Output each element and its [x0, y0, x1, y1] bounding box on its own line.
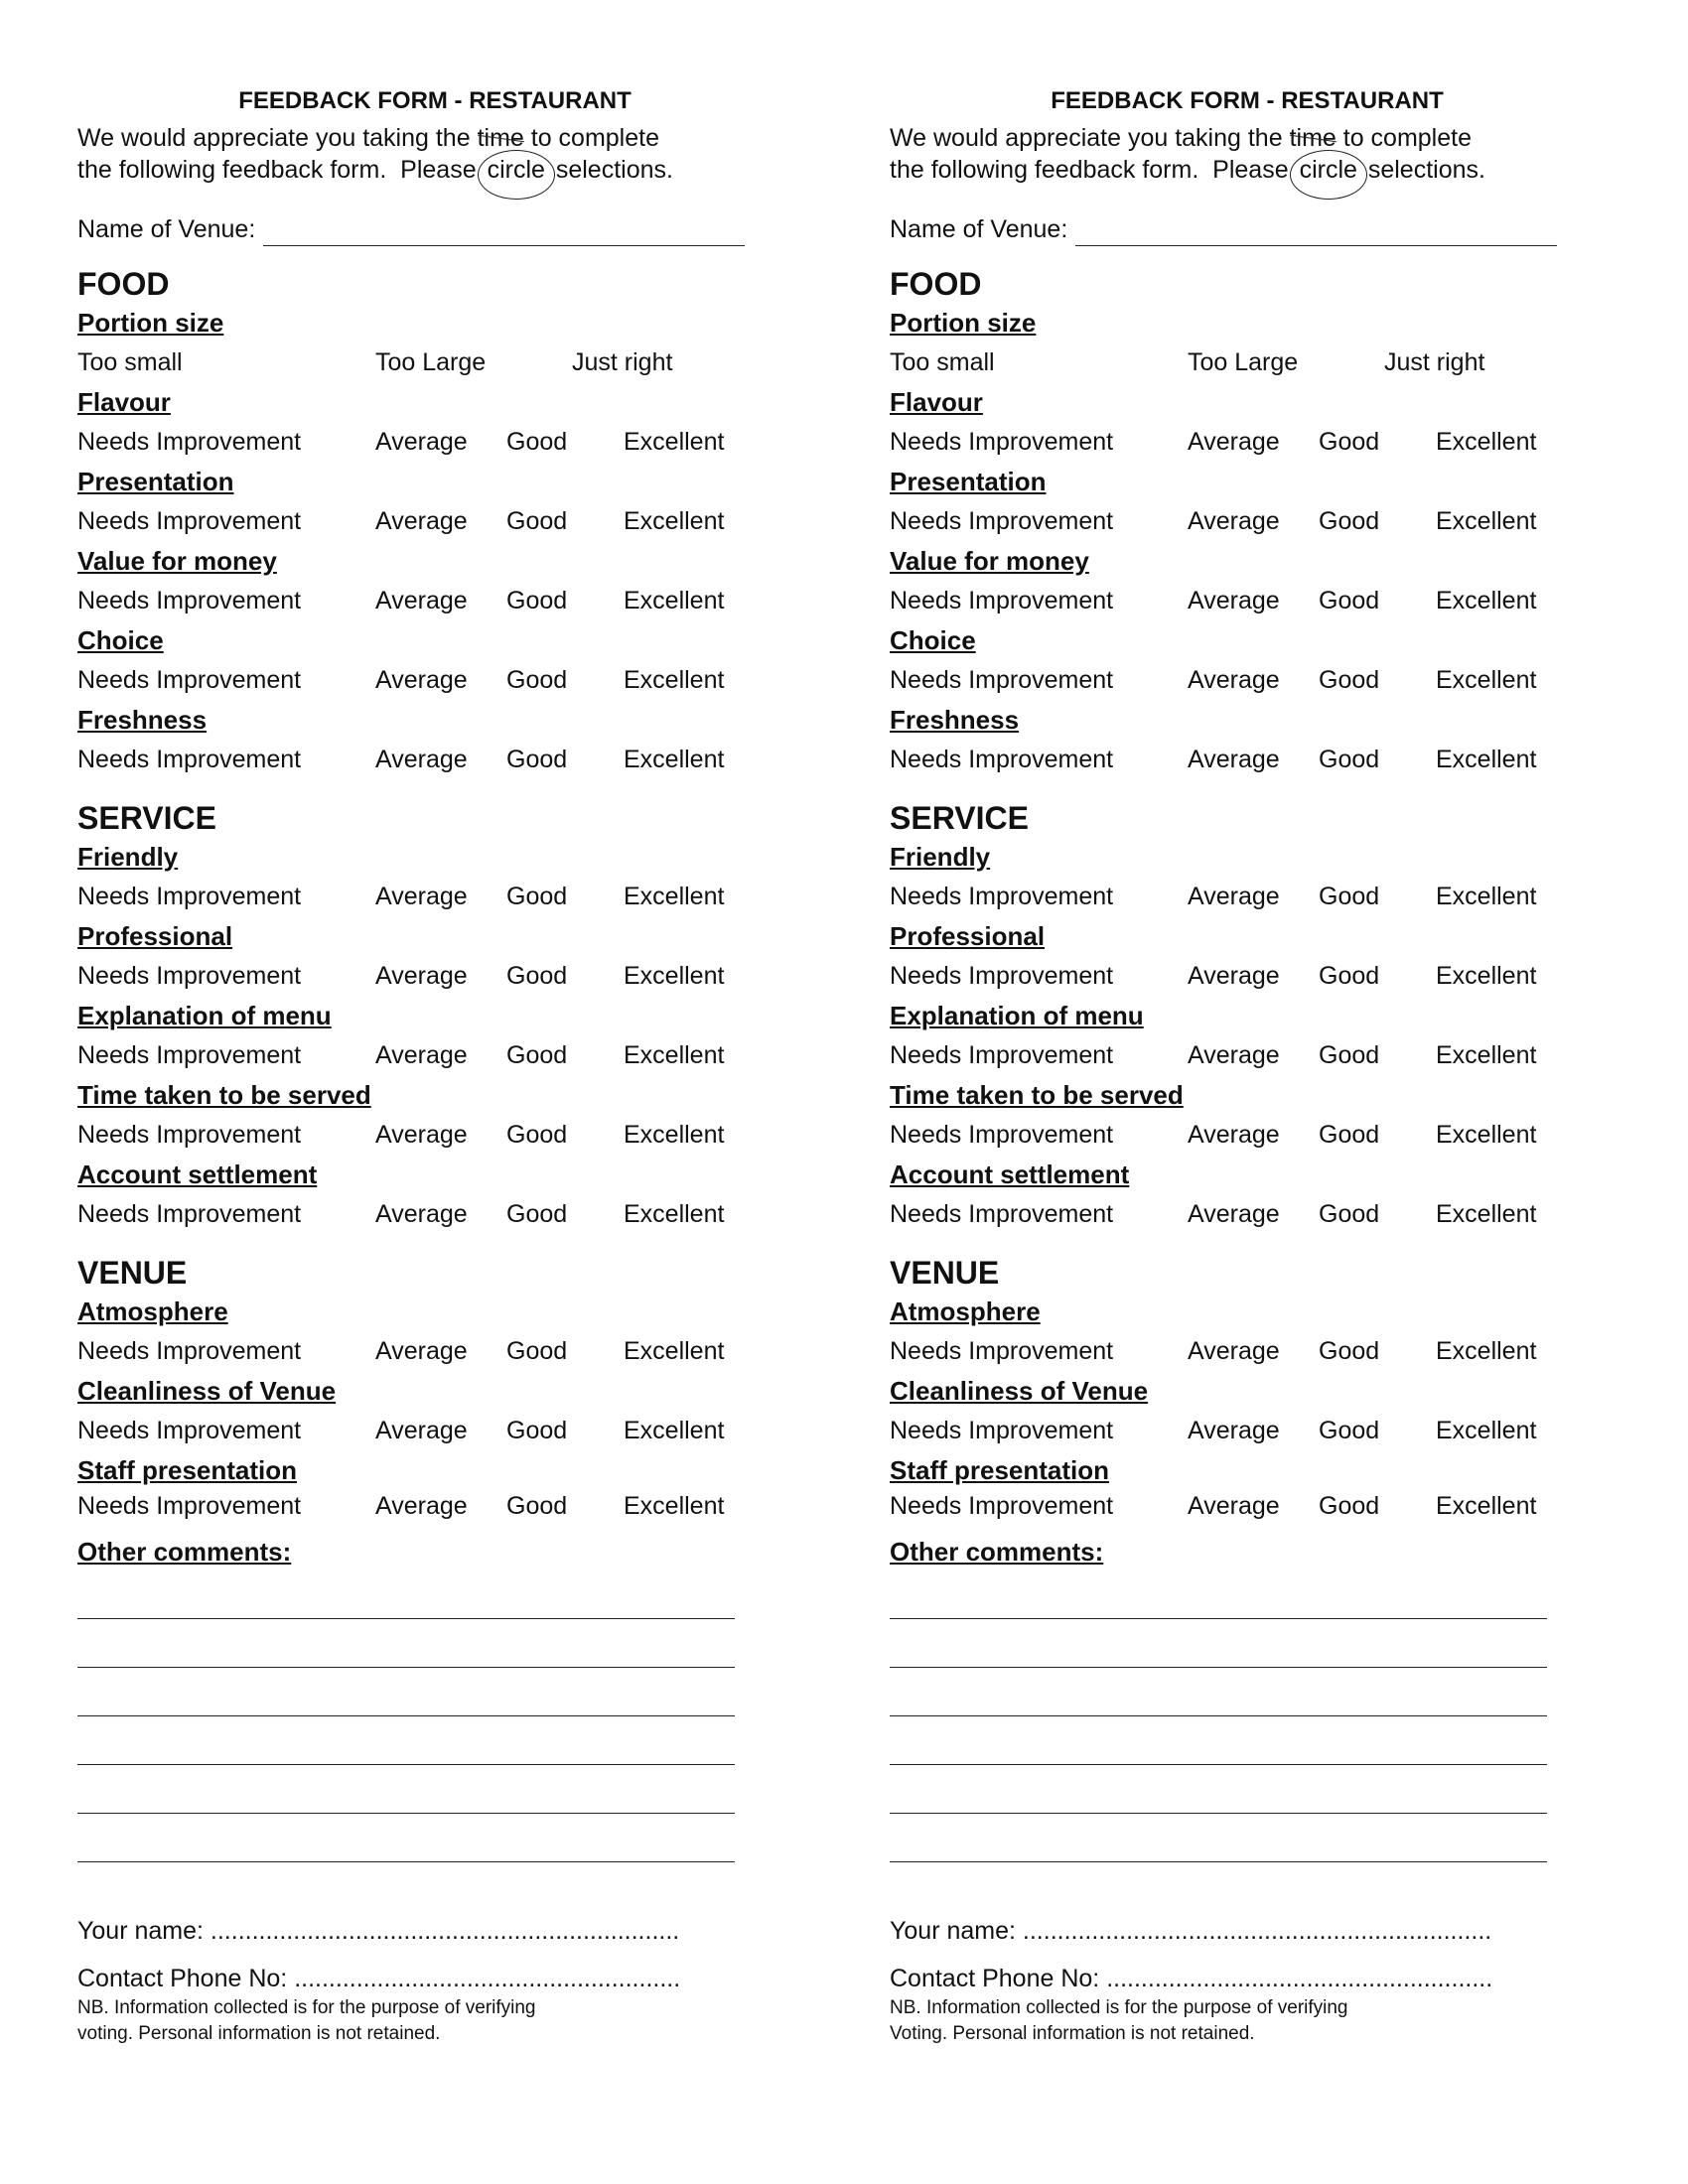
- option-average[interactable]: Average: [1188, 1199, 1280, 1228]
- rating-options: [77, 955, 792, 997]
- option-needs-improvement[interactable]: Needs Improvement: [77, 1336, 302, 1365]
- comment-line[interactable]: [77, 1765, 735, 1814]
- option-excellent[interactable]: Excellent: [624, 427, 725, 456]
- option-excellent[interactable]: Excellent: [624, 1040, 725, 1069]
- question-account-settlement: Account settlement: [890, 1159, 1130, 1189]
- option-average[interactable]: Average: [1188, 506, 1280, 535]
- option-good[interactable]: Good: [506, 586, 568, 614]
- your-name-field[interactable]: [890, 1914, 1605, 1948]
- option-excellent[interactable]: Excellent: [1436, 1120, 1537, 1149]
- option-needs-improvement[interactable]: Needs Improvement: [77, 882, 302, 910]
- option-needs-improvement[interactable]: Needs Improvement: [77, 665, 302, 694]
- option-excellent[interactable]: Excellent: [624, 1199, 725, 1228]
- rating-options: [77, 500, 792, 542]
- option-excellent[interactable]: Excellent: [624, 586, 725, 614]
- option-needs-improvement[interactable]: Needs Improvement: [77, 586, 302, 614]
- option-good[interactable]: Good: [1319, 665, 1380, 694]
- option-needs-improvement[interactable]: Needs Improvement: [890, 1416, 1114, 1444]
- option-good[interactable]: Good: [506, 961, 568, 990]
- comment-line[interactable]: [77, 1814, 735, 1862]
- option-good[interactable]: Good: [1319, 1040, 1380, 1069]
- your-name-field[interactable]: [77, 1914, 792, 1948]
- option-good[interactable]: Good: [1319, 745, 1380, 773]
- option-needs-improvement[interactable]: Needs Improvement: [890, 1199, 1114, 1228]
- question-value-for-money: Value for money: [77, 545, 277, 576]
- intro-text: to complete: [1336, 124, 1472, 153]
- option-average[interactable]: Average: [1188, 427, 1280, 456]
- question-freshness: Freshness: [77, 704, 208, 735]
- question-presentation: Presentation: [890, 466, 1047, 496]
- section-service: SERVICE: [890, 799, 1029, 836]
- comment-line[interactable]: [890, 1668, 1547, 1716]
- question-professional: Professional: [77, 920, 233, 951]
- option-average[interactable]: Average: [375, 882, 468, 910]
- option-average[interactable]: Average: [375, 506, 468, 535]
- option-good[interactable]: Good: [506, 1120, 568, 1149]
- option-excellent[interactable]: Excellent: [624, 961, 725, 990]
- phone-dots[interactable]: ........................................................: [1106, 1964, 1493, 1992]
- venue-name-field[interactable]: [890, 213, 1557, 246]
- option-excellent[interactable]: Excellent: [1436, 427, 1537, 456]
- option-good[interactable]: Good: [1319, 586, 1380, 614]
- phone-field[interactable]: [77, 1962, 792, 1995]
- form-intro: [77, 122, 753, 186]
- your-name-dots[interactable]: ....................................................................: [1022, 1916, 1492, 1945]
- rating-options: [890, 955, 1605, 997]
- rating-options: [890, 500, 1605, 542]
- option-average[interactable]: Average: [375, 586, 468, 614]
- feedback-form-right: [890, 85, 1605, 2047]
- question-time-taken: Time taken to be served: [890, 1079, 1184, 1110]
- circled-word: circle: [1296, 154, 1361, 186]
- option-average[interactable]: Average: [375, 665, 468, 694]
- comment-line[interactable]: [77, 1668, 735, 1716]
- option-too-large[interactable]: Too Large: [1188, 347, 1299, 376]
- phone-label: Contact Phone No:: [77, 1964, 288, 1992]
- option-average[interactable]: Average: [1188, 1120, 1280, 1149]
- venue-name-blank[interactable]: [263, 221, 745, 246]
- option-good[interactable]: Good: [506, 1040, 568, 1069]
- option-needs-improvement[interactable]: Needs Improvement: [890, 427, 1114, 456]
- question-friendly: Friendly: [890, 841, 991, 872]
- option-good[interactable]: Good: [1319, 1199, 1380, 1228]
- portion-options: [77, 341, 792, 383]
- question-portion-size: Portion size: [890, 307, 1037, 338]
- option-good[interactable]: Good: [506, 1416, 568, 1444]
- intro-text: the following feedback form. Please: [890, 156, 1296, 185]
- question-freshness: Freshness: [890, 704, 1020, 735]
- option-needs-improvement[interactable]: Needs Improvement: [890, 506, 1114, 535]
- option-average[interactable]: Average: [1188, 586, 1280, 614]
- option-excellent[interactable]: Excellent: [1436, 665, 1537, 694]
- feedback-form-left: [77, 85, 792, 2047]
- option-needs-improvement[interactable]: Needs Improvement: [890, 745, 1114, 773]
- note-line: Voting. Personal information is not retained.: [890, 2022, 1255, 2044]
- option-average[interactable]: Average: [1188, 1336, 1280, 1365]
- note-line: voting. Personal information is not retained.: [77, 2022, 441, 2044]
- option-needs-improvement[interactable]: Needs Improvement: [77, 1120, 302, 1149]
- option-needs-improvement[interactable]: Needs Improvement: [77, 961, 302, 990]
- rating-options: [890, 1330, 1605, 1372]
- option-excellent[interactable]: Excellent: [624, 745, 725, 773]
- option-average[interactable]: Average: [375, 1120, 468, 1149]
- option-good[interactable]: Good: [1319, 1491, 1380, 1520]
- comment-line[interactable]: [890, 1814, 1547, 1862]
- form-title: FEEDBACK FORM - RESTAURANT: [1051, 87, 1444, 114]
- question-choice: Choice: [890, 624, 976, 655]
- option-average[interactable]: Average: [375, 1416, 468, 1444]
- option-average[interactable]: Average: [375, 1199, 468, 1228]
- comments-area[interactable]: [890, 1570, 1605, 1862]
- option-excellent[interactable]: Excellent: [1436, 882, 1537, 910]
- question-atmosphere: Atmosphere: [890, 1296, 1041, 1326]
- comment-line[interactable]: [890, 1765, 1547, 1814]
- option-average[interactable]: Average: [1188, 961, 1280, 990]
- option-average[interactable]: Average: [375, 745, 468, 773]
- comments-label: Other comments:: [890, 1536, 1104, 1567]
- comment-line[interactable]: [77, 1619, 735, 1668]
- option-excellent[interactable]: Excellent: [624, 1336, 725, 1365]
- question-flavour: Flavour: [890, 386, 983, 417]
- option-good[interactable]: Good: [506, 506, 568, 535]
- option-good[interactable]: Good: [506, 745, 568, 773]
- option-too-large[interactable]: Too Large: [375, 347, 487, 376]
- section-venue: VENUE: [77, 1254, 188, 1291]
- option-good[interactable]: Good: [1319, 961, 1380, 990]
- question-cleanliness: Cleanliness of Venue: [77, 1375, 337, 1406]
- circled-word: circle: [484, 154, 549, 186]
- comment-line[interactable]: [77, 1570, 735, 1619]
- option-average[interactable]: Average: [1188, 1491, 1280, 1520]
- comment-line[interactable]: [890, 1619, 1547, 1668]
- section-food: FOOD: [890, 265, 982, 302]
- form-title: FEEDBACK FORM - RESTAURANT: [238, 87, 632, 114]
- option-excellent[interactable]: Excellent: [1436, 961, 1537, 990]
- comment-line[interactable]: [890, 1570, 1547, 1619]
- option-excellent[interactable]: Excellent: [1436, 1040, 1537, 1069]
- struck-word: time: [1289, 124, 1336, 153]
- your-name-dots[interactable]: ....................................................................: [210, 1916, 680, 1945]
- privacy-note: [890, 1995, 1446, 2047]
- rating-options: [77, 876, 792, 917]
- option-average[interactable]: Average: [375, 961, 468, 990]
- question-professional: Professional: [890, 920, 1046, 951]
- venue-name-label: Name of Venue:: [77, 215, 256, 244]
- option-excellent[interactable]: Excellent: [624, 882, 725, 910]
- intro-text: the following feedback form. Please: [77, 156, 484, 185]
- option-good[interactable]: Good: [506, 1491, 568, 1520]
- option-needs-improvement[interactable]: Needs Improvement: [890, 586, 1114, 614]
- option-good[interactable]: Good: [1319, 1336, 1380, 1365]
- venue-name-blank[interactable]: [1075, 221, 1557, 246]
- option-needs-improvement[interactable]: Needs Improvement: [77, 1416, 302, 1444]
- rating-options: [890, 421, 1605, 463]
- question-flavour: Flavour: [77, 386, 171, 417]
- rating-options: [77, 1034, 792, 1076]
- rating-options: [890, 1114, 1605, 1156]
- option-good[interactable]: Good: [1319, 506, 1380, 535]
- rating-options: [890, 739, 1605, 780]
- question-account-settlement: Account settlement: [77, 1159, 318, 1189]
- option-good[interactable]: Good: [506, 1336, 568, 1365]
- option-excellent[interactable]: Excellent: [1436, 1491, 1537, 1520]
- option-needs-improvement[interactable]: Needs Improvement: [890, 1336, 1114, 1365]
- rating-options: [77, 421, 792, 463]
- phone-label: Contact Phone No:: [890, 1964, 1100, 1992]
- rating-options: [77, 659, 792, 701]
- option-good[interactable]: Good: [1319, 882, 1380, 910]
- venue-name-label: Name of Venue:: [890, 215, 1068, 244]
- section-service: SERVICE: [77, 799, 216, 836]
- form-intro: [890, 122, 1565, 186]
- section-venue: VENUE: [890, 1254, 1000, 1291]
- intro-text: selections.: [1360, 156, 1485, 185]
- rating-options: [77, 1114, 792, 1156]
- rating-options: [77, 580, 792, 621]
- rating-options: [890, 1034, 1605, 1076]
- option-good[interactable]: Good: [506, 427, 568, 456]
- option-excellent[interactable]: Excellent: [624, 1120, 725, 1149]
- rating-options: [890, 876, 1605, 917]
- option-needs-improvement[interactable]: Needs Improvement: [77, 506, 302, 535]
- option-good[interactable]: Good: [1319, 427, 1380, 456]
- note-line: NB. Information collected is for the purpose of verifying: [890, 1996, 1348, 2018]
- rating-options: [890, 580, 1605, 621]
- question-portion-size: Portion size: [77, 307, 224, 338]
- rating-options: [890, 1410, 1605, 1451]
- your-name-label: Your name:: [77, 1916, 204, 1945]
- option-needs-improvement[interactable]: Needs Improvement: [890, 961, 1114, 990]
- option-average[interactable]: Average: [375, 1040, 468, 1069]
- option-needs-improvement[interactable]: Needs Improvement: [890, 1040, 1114, 1069]
- question-choice: Choice: [77, 624, 164, 655]
- option-excellent[interactable]: Excellent: [624, 665, 725, 694]
- contact-details: [890, 1914, 1605, 2047]
- comment-line[interactable]: [77, 1716, 735, 1765]
- rating-options: [77, 1193, 792, 1235]
- question-staff-presentation: Staff presentation: [77, 1454, 298, 1485]
- option-needs-improvement[interactable]: Needs Improvement: [890, 882, 1114, 910]
- option-too-small[interactable]: Too small: [77, 347, 183, 376]
- option-too-small[interactable]: Too small: [890, 347, 995, 376]
- option-excellent[interactable]: Excellent: [1436, 1416, 1537, 1444]
- question-cleanliness: Cleanliness of Venue: [890, 1375, 1149, 1406]
- rating-options: [77, 1410, 792, 1451]
- option-good[interactable]: Good: [506, 882, 568, 910]
- option-excellent[interactable]: Excellent: [1436, 506, 1537, 535]
- option-excellent[interactable]: Excellent: [1436, 586, 1537, 614]
- question-presentation: Presentation: [77, 466, 234, 496]
- option-average[interactable]: Average: [375, 1491, 468, 1520]
- option-needs-improvement[interactable]: Needs Improvement: [77, 1199, 302, 1228]
- your-name-label: Your name:: [890, 1916, 1016, 1945]
- option-average[interactable]: Average: [1188, 745, 1280, 773]
- option-good[interactable]: Good: [506, 1199, 568, 1228]
- rating-options: [77, 739, 792, 780]
- question-explanation-of-menu: Explanation of menu: [890, 1000, 1144, 1030]
- option-average[interactable]: Average: [375, 1336, 468, 1365]
- question-friendly: Friendly: [77, 841, 179, 872]
- privacy-note: [77, 1995, 633, 2047]
- option-excellent[interactable]: Excellent: [624, 506, 725, 535]
- comments-area[interactable]: [77, 1570, 792, 1862]
- option-average[interactable]: Average: [1188, 665, 1280, 694]
- option-needs-improvement[interactable]: Needs Improvement: [77, 745, 302, 773]
- venue-name-field[interactable]: [77, 213, 745, 246]
- option-excellent[interactable]: Excellent: [624, 1491, 725, 1520]
- option-needs-improvement[interactable]: Needs Improvement: [77, 1040, 302, 1069]
- option-needs-improvement[interactable]: Needs Improvement: [77, 1491, 302, 1520]
- option-needs-improvement[interactable]: Needs Improvement: [890, 1120, 1114, 1149]
- question-atmosphere: Atmosphere: [77, 1296, 228, 1326]
- phone-dots[interactable]: ........................................................: [294, 1964, 681, 1992]
- comments-label: Other comments:: [77, 1536, 292, 1567]
- rating-options: [890, 659, 1605, 701]
- intro-text: We would appreciate you taking the: [890, 124, 1290, 153]
- intro-text: We would appreciate you taking the: [77, 124, 478, 153]
- phone-field[interactable]: [890, 1962, 1605, 1995]
- option-needs-improvement[interactable]: Needs Improvement: [77, 427, 302, 456]
- note-line: NB. Information collected is for the purpose of verifying: [77, 1996, 536, 2018]
- option-excellent[interactable]: Excellent: [624, 1416, 725, 1444]
- struck-word: time: [477, 124, 524, 153]
- option-good[interactable]: Good: [1319, 1120, 1380, 1149]
- option-just-right[interactable]: Just right: [1384, 347, 1485, 376]
- rating-options: [890, 1193, 1605, 1235]
- comment-line[interactable]: [890, 1716, 1547, 1765]
- option-excellent[interactable]: Excellent: [1436, 1336, 1537, 1365]
- rating-options: [890, 1489, 1605, 1523]
- option-needs-improvement[interactable]: Needs Improvement: [890, 665, 1114, 694]
- option-excellent[interactable]: Excellent: [1436, 745, 1537, 773]
- option-average[interactable]: Average: [1188, 882, 1280, 910]
- question-time-taken: Time taken to be served: [77, 1079, 371, 1110]
- contact-details: [77, 1914, 792, 2047]
- portion-options: [890, 341, 1605, 383]
- option-just-right[interactable]: Just right: [572, 347, 673, 376]
- section-food: FOOD: [77, 265, 170, 302]
- option-excellent[interactable]: Excellent: [1436, 1199, 1537, 1228]
- intro-text: selections.: [548, 156, 673, 185]
- option-average[interactable]: Average: [1188, 1416, 1280, 1444]
- question-staff-presentation: Staff presentation: [890, 1454, 1110, 1485]
- option-good[interactable]: Good: [1319, 1416, 1380, 1444]
- question-value-for-money: Value for money: [890, 545, 1089, 576]
- option-average[interactable]: Average: [375, 427, 468, 456]
- rating-options: [77, 1489, 792, 1523]
- intro-text: to complete: [523, 124, 659, 153]
- option-good[interactable]: Good: [506, 665, 568, 694]
- option-needs-improvement[interactable]: Needs Improvement: [890, 1491, 1114, 1520]
- option-average[interactable]: Average: [1188, 1040, 1280, 1069]
- rating-options: [77, 1330, 792, 1372]
- question-explanation-of-menu: Explanation of menu: [77, 1000, 332, 1030]
